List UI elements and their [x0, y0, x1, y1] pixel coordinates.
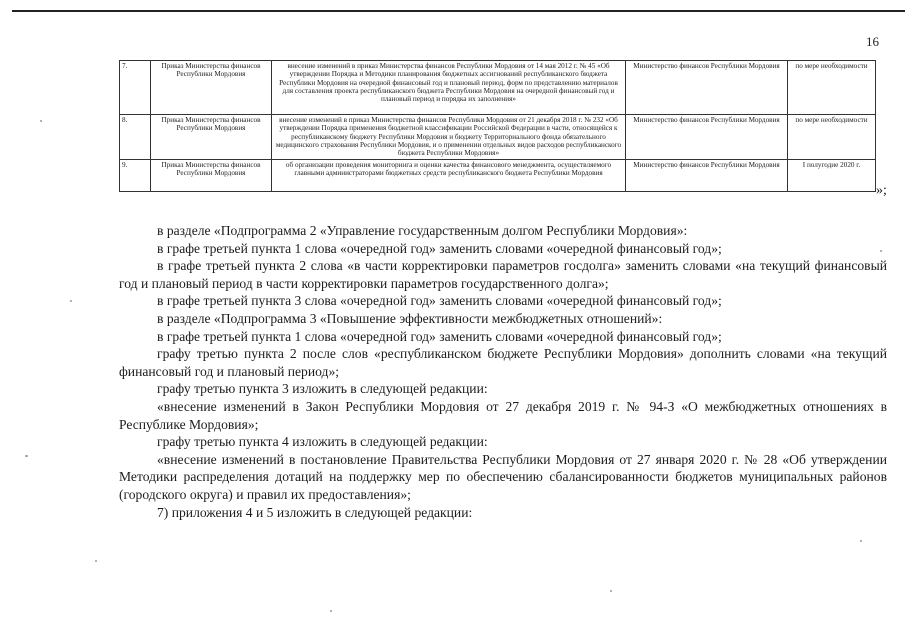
paragraph: 7) приложения 4 и 5 изложить в следующей редакции: [157, 504, 473, 520]
document-type: Приказ Министерства финансов Республики Мордовия [151, 61, 272, 115]
paragraph: графу третью пункта 2 после слов «республиканском бюджете Республики Мордовия» дополнить словами «на текущий финансовый год и плановый период»; [119, 346, 887, 379]
deadline: по мере необходимости [788, 61, 876, 115]
paragraph: в графе третьей пункта 1 слова «очередной год» заменить словами «очередной финансовый год»; [157, 240, 722, 256]
row-number: 8. [120, 115, 151, 160]
top-rule [12, 10, 905, 12]
deadline: по мере необходимости [788, 115, 876, 160]
paragraph: «внесение изменений в постановление Правительства Республики Мордовия от 27 января 2020 г. № 28 «Об утверждении Методики распределения дотаций на поддержку мер по обеспечению сбалансированности бюджетов муниципальных районов (городского округа) и правил их предоставления»; [119, 451, 887, 502]
scan-speck [610, 590, 612, 592]
paragraph: в разделе «Подпрограмма 2 «Управление государственным долгом Республики Мордовия»: [157, 223, 688, 238]
paragraph: в разделе «Подпрограмма 3 «Повышение эффективности межбюджетных отношений»: [157, 310, 663, 326]
table-closing-quote: »; [876, 183, 887, 198]
scan-speck [25, 455, 28, 457]
responsible-body: Министерство финансов Республики Мордовия [626, 61, 788, 115]
scan-speck [70, 300, 72, 302]
document-type: Приказ Министерства финансов Республики Мордовия [151, 160, 272, 192]
measures-table [119, 60, 876, 192]
row-number: 9. [120, 160, 151, 192]
scan-speck [95, 560, 97, 562]
paragraph: в графе третьей пункта 3 слова «очередной год» заменить словами «очередной финансовый год»; [157, 293, 722, 309]
document-body [119, 222, 887, 521]
paragraph: графу третью пункта 4 изложить в следующей редакции: [157, 434, 488, 450]
row-number: 7. [120, 61, 151, 115]
measure-description: внесение изменений в приказ Министерства финансов Республики Мордовия от 21 декабря 2018 г. № 232 «Об утверждении Порядка применения бюджетной классификации Российской Федерации в части, относящейся к республиканскому бюджету Республики Мордовия и бюджету Территориального фонда обязательного медицинского страхования Республики Мордовия, и о применении отдельных видов расходов республиканского бюджета Республики Мордовия» [272, 115, 626, 160]
table-row [120, 115, 876, 160]
scan-speck [330, 610, 332, 612]
measure-description: об организации проведения мониторинга и оценки качества финансового менеджмента, осуществляемого главными администраторами бюджетных средств республиканского бюджета Республики Мордовия [272, 160, 626, 192]
scan-speck [860, 540, 862, 542]
table-row [120, 61, 876, 115]
paragraph: графу третью пункта 3 изложить в следующей редакции: [157, 381, 488, 397]
document-type: Приказ Министерства финансов Республики Мордовия [151, 115, 272, 160]
paragraph: «внесение изменений в Закон Республики Мордовия от 27 декабря 2019 г. № 94-З «О межбюджетных отношениях в Республике Мордовия»; [119, 398, 887, 432]
paragraph: в графе третьей пункта 2 слова «в части корректировки параметров госдолга» заменить словами «на текущий финансовый год и плановый период в части корректировки параметров государственного долга»; [119, 258, 887, 291]
paragraph: в графе третьей пункта 1 слова «очередной год» заменить словами «очередной финансовый год»; [157, 328, 722, 344]
measure-description: внесение изменений в приказ Министерства финансов Республики Мордовия от 14 мая 2012 г. № 45 «Об утверждении Порядка и Методики планирования бюджетных ассигнований республиканского бюджета Республики Мордовия на очередной финансовый год и плановый период, форм по представлению материалов для составления проекта республиканского бюджета Республики Мордовия на очередной финансовый год и плановый период и порядка их заполнения» [272, 61, 626, 115]
deadline: I полугодие 2020 г. [788, 160, 876, 192]
page-number: 16 [866, 34, 879, 49]
scan-speck [880, 250, 882, 252]
scan-speck [40, 120, 42, 122]
responsible-body: Министерство финансов Республики Мордовия [626, 160, 788, 192]
responsible-body: Министерство финансов Республики Мордовия [626, 115, 788, 160]
table-row [120, 160, 876, 192]
